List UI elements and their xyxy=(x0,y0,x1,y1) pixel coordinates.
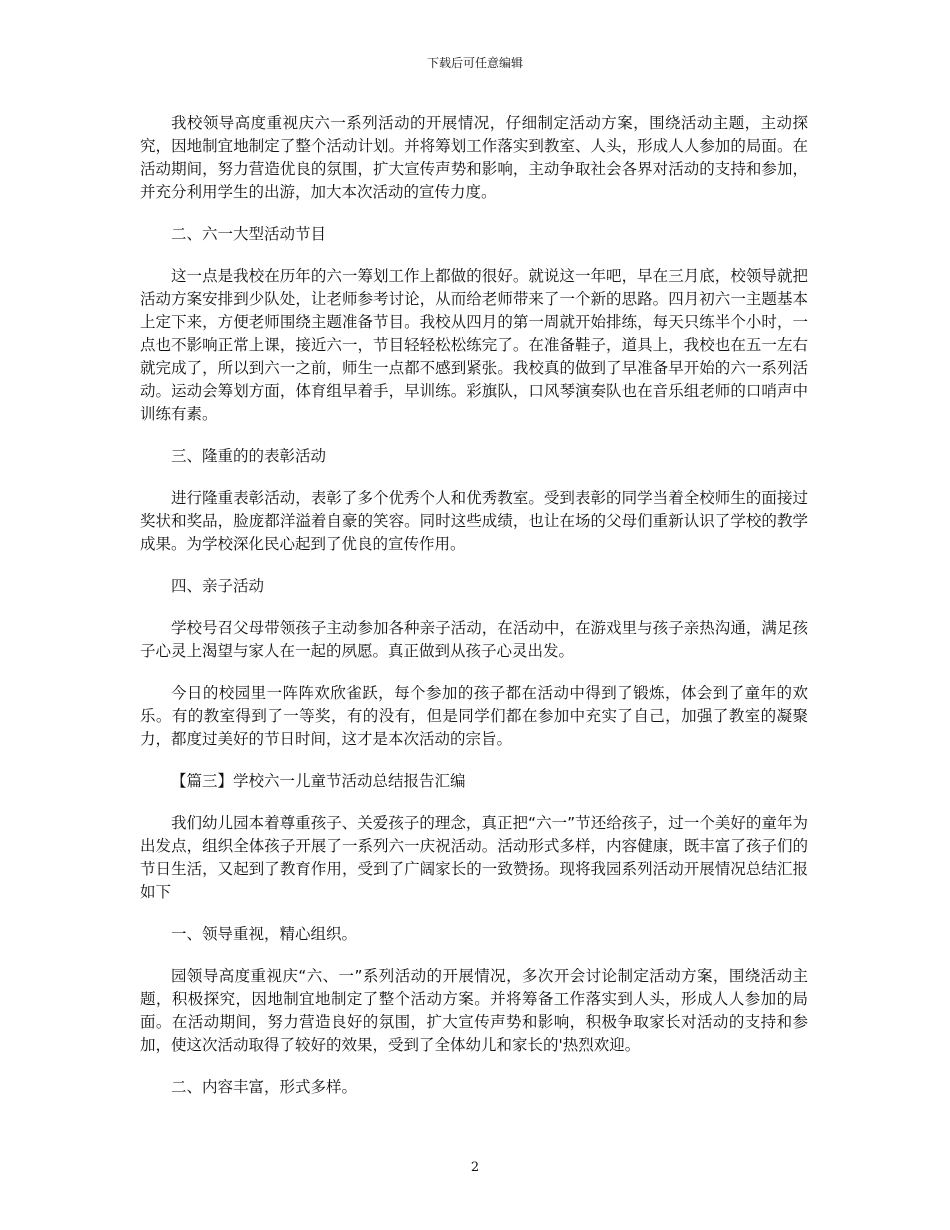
section-heading: 一、领导重视，精心组织。 xyxy=(171,925,358,943)
section-heading: 二、内容丰富，形式多样。 xyxy=(171,1078,358,1096)
section-heading: 三、隆重的的表彰活动 xyxy=(171,447,327,465)
paragraph: 我校领导高度重视庆六一系列活动的开展情况，仔细制定活动方案，围绕活动主题，主动探究，因地制宜地制定了整个活动计划。并将筹划工作落实到教室、人头，形成人人参加的局面。在活动期间，努力营造优良的氛围，扩大宣传声势和影响，主动争取社会各界对活动的支持和参加，并充分利用学生的出游，加大本次活动的宣传力度。 xyxy=(140,114,808,201)
document-body xyxy=(140,112,808,1118)
paragraph: 我们幼儿园本着尊重孩子、关爱孩子的理念，真正把“六一”节还给孩子，过一个美好的童年为出发点，组织全体孩子开展了一系列六一庆祝活动。活动形式多样，内容健康，既丰富了孩子们的节日生活，又起到了教育作用，受到了广阔家长的一致赞扬。现将我园系列活动开展情况总结汇报如下 xyxy=(140,814,808,901)
paragraph: 今日的校园里一阵阵欢欣雀跃，每个参加的孩子都在活动中得到了锻炼，体会到了童年的欢乐。有的教室得到了一等奖，有的没有，但是同学们都在参加中充实了自己，加强了教室的凝聚力，都度过美好的节日时间，这才是本次活动的宗旨。 xyxy=(140,684,808,748)
paragraph: 学校号召父母带领孩子主动参加各种亲子活动，在活动中，在游戏里与孩子亲热沟通，满足孩子心灵上渴望与家人在一起的夙愿。真正做到从孩子心灵出发。 xyxy=(140,619,808,660)
page-number: 2 xyxy=(470,1160,480,1175)
section-heading: 二、六一大型活动节目 xyxy=(171,225,327,243)
paragraph: 园领导高度重视庆“六、一”系列活动的开展情况，多次开会讨论制定活动方案，围绕活动主题，积极探究，因地制宜地制定了整个活动方案。并将筹备工作落实到人头，形成人人参加的局面。在活动期间，努力营造良好的氛围，扩大宣传声势和影响，积极争取家长对活动的支持和参加，使这次活动取得了较好的效果，受到了全体幼儿和家长的'热烈欢迎。 xyxy=(140,967,808,1054)
page-header: 下载后可任意编辑 xyxy=(426,56,523,70)
article-title: 【篇三】学校六一儿童节活动总结报告汇编 xyxy=(171,772,466,790)
paragraph: 进行隆重表彰活动，表彰了多个优秀个人和优秀教室。受到表彰的同学当着全校师生的面接过奖状和奖品，脸庞都洋溢着自豪的笑容。同时这些成绩，也让在场的父母们重新认识了学校的教学成果。为学校深化民心起到了优良的宣传作用。 xyxy=(140,489,808,553)
paragraph: 这一点是我校在历年的六一筹划工作上都做的很好。就说这一年吧，早在三月底，校领导就把活动方案安排到少队处，让老师参考讨论，从而给老师带来了一个新的思路。四月初六一主题基本上定下来，方便老师围绕主题准备节目。我校从四月的第一周就开始排练，每天只练半个小时，一点也不影响正常上课，接近六一，节目轻轻松松练完了。在准备鞋子，道具上，我校也在五一左右就完成了，所以到六一之前，师生一点都不感到紧张。我校真的做到了早准备早开始的六一系列活动。运动会筹划方面，体育组早着手，早训练。彩旗队，口风琴演奏队也在音乐组老师的口哨声中训练有素。 xyxy=(140,267,808,423)
section-heading: 四、亲子活动 xyxy=(171,577,265,595)
